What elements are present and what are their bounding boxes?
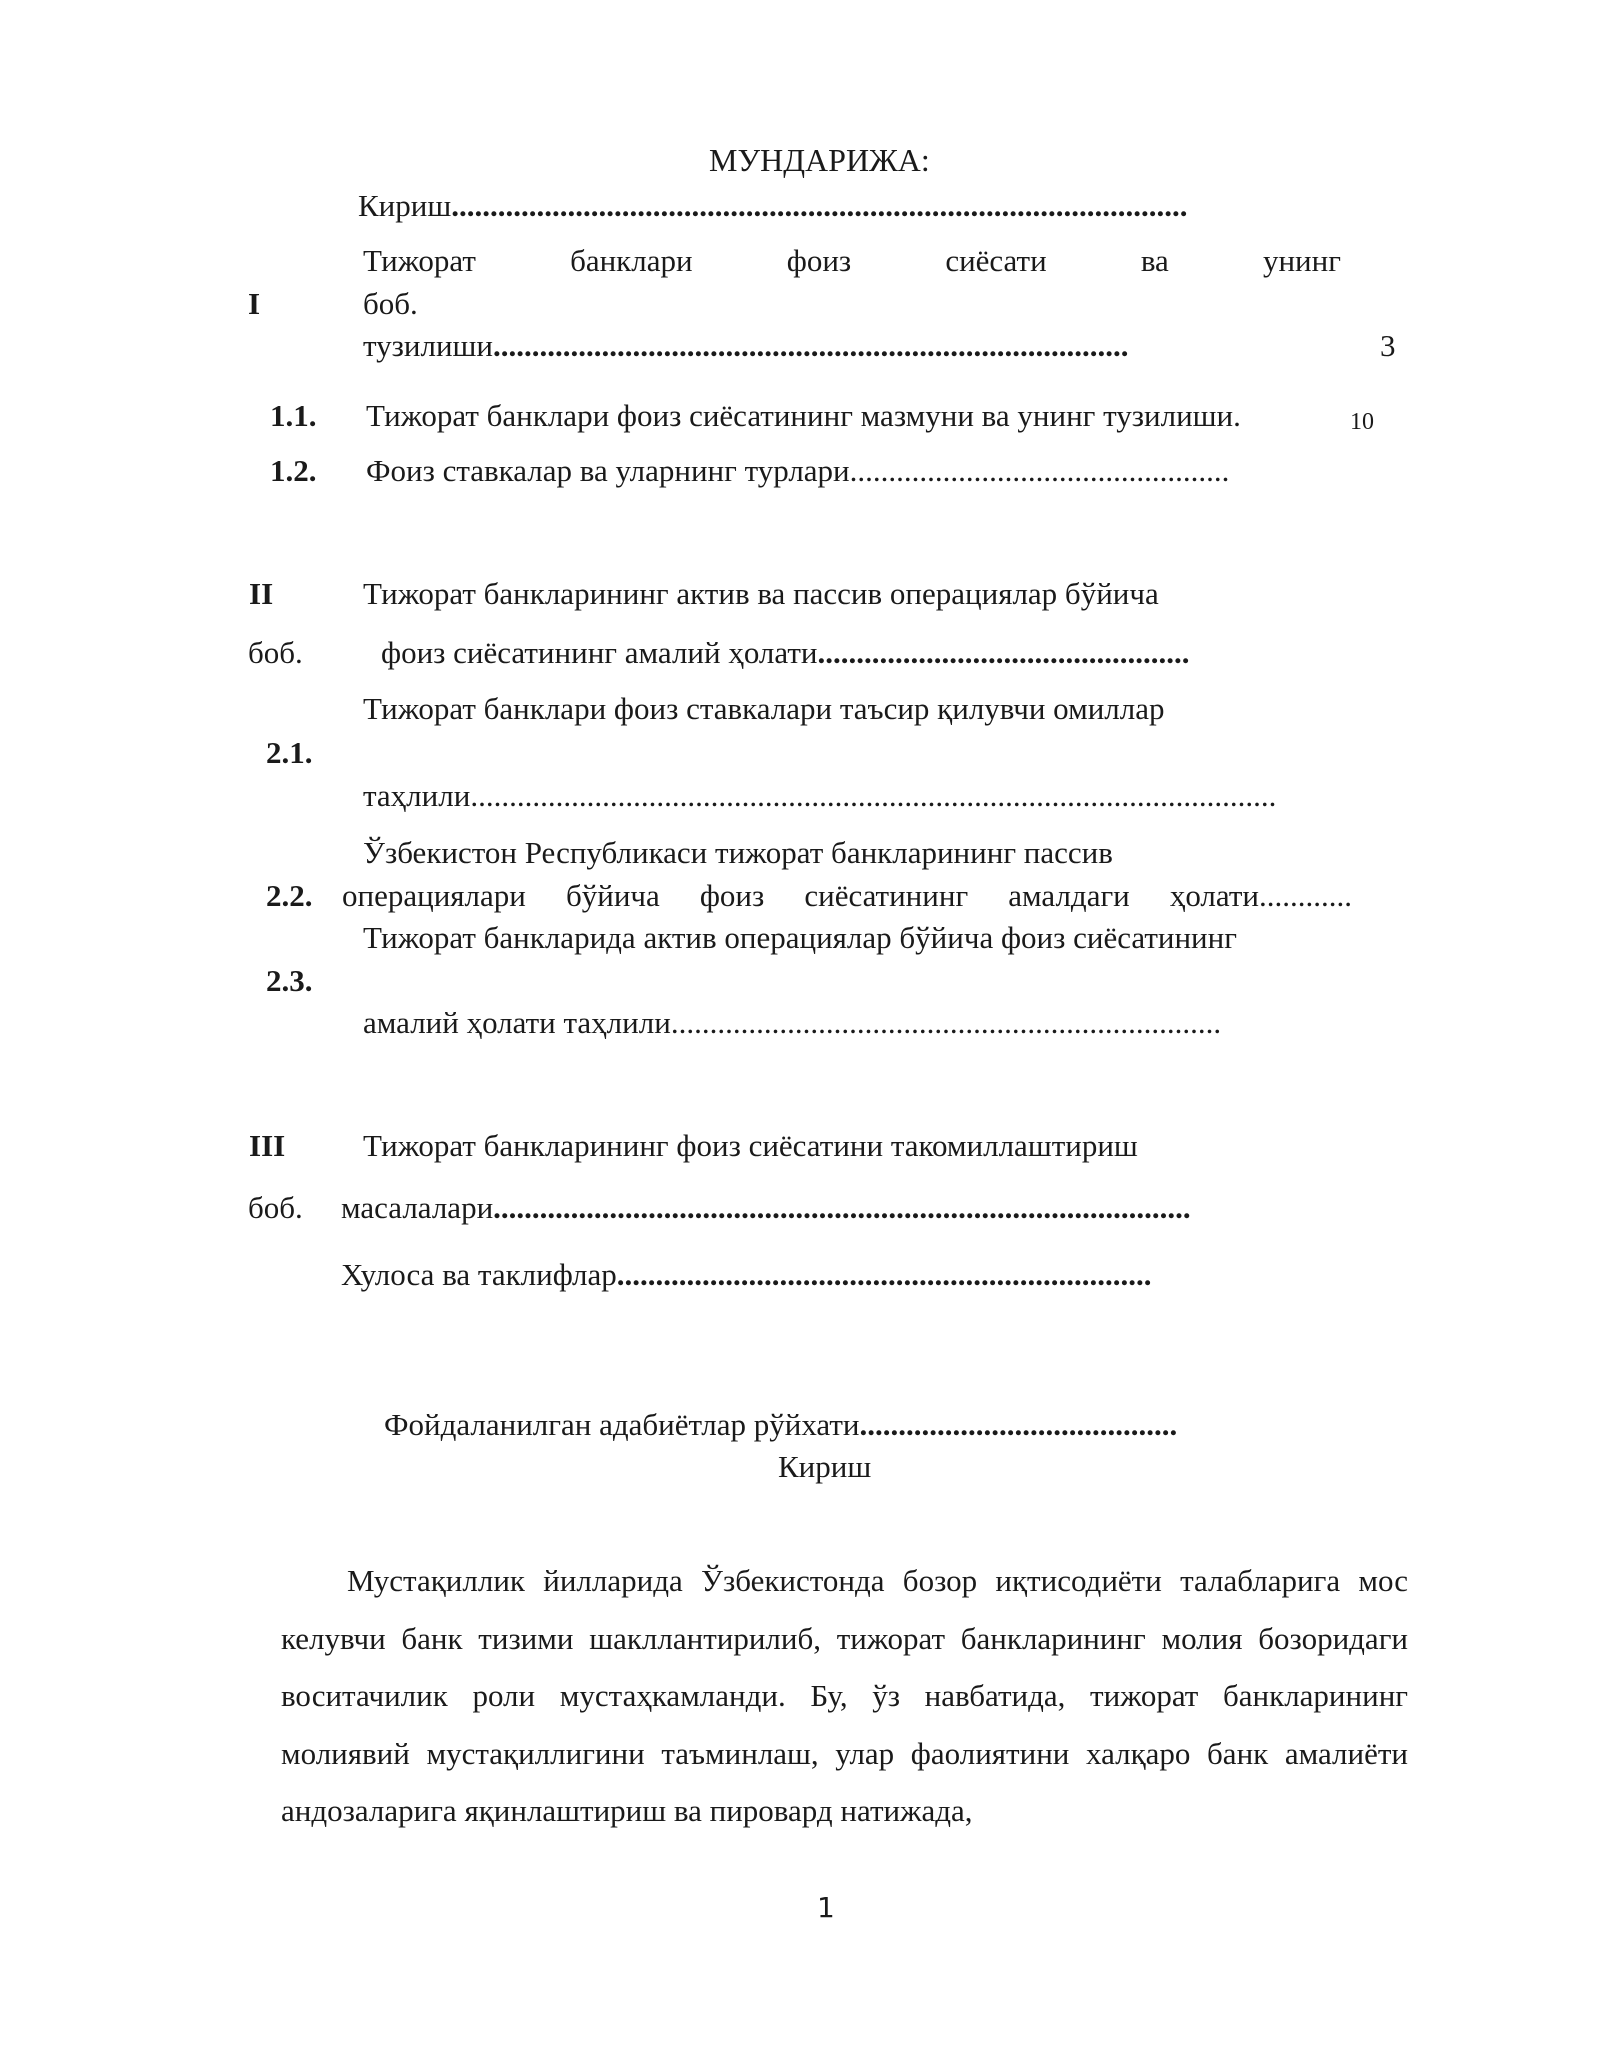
- toc-ch2-roman: II: [249, 576, 274, 611]
- toc-word: амалдаги: [1008, 878, 1130, 913]
- toc-ch1-bob: [363, 288, 418, 319]
- toc-ch1-roman: I: [248, 286, 261, 321]
- toc-s11-page: 10: [1350, 409, 1374, 435]
- toc-title: МУНДАРИЖА:: [709, 142, 930, 178]
- toc-leader-dots: ........................................................................................................: [470, 778, 1277, 813]
- toc-s23-line2[interactable]: [363, 1007, 1221, 1038]
- toc-s22-line2[interactable]: [342, 880, 1352, 911]
- toc-s12-entry[interactable]: [366, 455, 1229, 486]
- toc-leader-dots: .......................................................................: [670, 1005, 1222, 1040]
- toc-word: ҳолати............: [1169, 878, 1352, 913]
- toc-ch1-page: 3: [1380, 328, 1396, 363]
- toc-entry-label: тузилиши: [363, 328, 493, 363]
- toc-ch3-roman: III: [249, 1128, 286, 1163]
- toc-entry-label: Хулоса ва таклифлар: [341, 1257, 617, 1292]
- toc-word: фоиз: [786, 243, 852, 278]
- toc-leader-dots: ..........................................................................................: [493, 1190, 1191, 1225]
- toc-entry-intro[interactable]: [358, 190, 1316, 221]
- toc-word: унинг: [1262, 243, 1341, 278]
- toc-entry-label: Фоиз ставкалар ва уларнинг турлари: [366, 453, 850, 488]
- toc-ch2-line1[interactable]: Тижорат банкларининг актив ва пассив операциялар бўйича: [363, 576, 1159, 611]
- toc-entry-label: таҳлили: [363, 778, 471, 813]
- toc-ch3-line2[interactable]: [341, 1192, 1191, 1223]
- toc-ch2-bob: боб.: [248, 635, 303, 670]
- toc-s12-num: 1.2.: [270, 453, 317, 488]
- toc-leader-dots: .................................................: [849, 453, 1230, 488]
- toc-leader-dots: .........................................: [859, 1407, 1178, 1442]
- toc-ch1-line3[interactable]: [363, 330, 1129, 361]
- toc-leader-dots: ................................................: [817, 635, 1190, 670]
- toc-entry-references[interactable]: [384, 1409, 1177, 1440]
- section-heading: Кириш: [778, 1449, 872, 1484]
- toc-leader-dots: ..................................................................................: [493, 328, 1129, 363]
- toc-entry-label: амалий ҳолати таҳлили: [363, 1005, 671, 1040]
- body-paragraph: [281, 1552, 1408, 1840]
- page-number: 1: [817, 1891, 835, 1924]
- toc-word: фоиз: [699, 878, 765, 913]
- toc-entry-label: фоиз сиёсатининг амалий ҳолати: [381, 635, 818, 670]
- toc-entry-label: Кириш: [358, 188, 452, 223]
- toc-leader-dots: ...............................................................................................: [451, 188, 1188, 223]
- toc-leader-dots: .....................................................................: [616, 1257, 1152, 1292]
- toc-word: Тижорат: [363, 243, 476, 278]
- toc-entry-conclusion[interactable]: [341, 1259, 1152, 1290]
- toc-entry-label: Фойдаланилган адабиётлар рўйхати: [384, 1407, 860, 1442]
- toc-ch3-bob: боб.: [248, 1190, 303, 1225]
- toc-s21-line1[interactable]: Тижорат банклари фоиз ставкалари таъсир қилувчи омиллар: [363, 691, 1165, 726]
- toc-entry-label: масалалари: [341, 1190, 494, 1225]
- toc-ch1-line1[interactable]: [363, 245, 1341, 276]
- toc-word: бўйича: [565, 878, 660, 913]
- toc-word: сиёсатининг: [804, 878, 969, 913]
- toc-ch2-line2[interactable]: [381, 637, 1190, 668]
- toc-s22-line1[interactable]: Ўзбекистон Республикаси тижорат банкларининг пассив: [363, 835, 1113, 870]
- toc-word: операциялари: [342, 878, 526, 913]
- toc-s23-num: 2.3.: [266, 963, 313, 998]
- toc-word: ва: [1140, 243, 1169, 278]
- toc-s22-num: 2.2.: [266, 878, 313, 913]
- toc-s23-line1[interactable]: Тижорат банкларида актив операциялар бўйича фоиз сиёсатининг: [363, 920, 1237, 955]
- paragraph-text: Мустақиллик йилларида Ўзбекистонда бозор иқтисодиёти талабларига мос келувчи банк тизими шакллантирилиб, тижорат банкларининг молия бозоридаги воситачилик роли мустаҳкамланди. Бу, ўз навбатида, тижорат банкларининг молиявий мустақиллигини таъминлаш, улар фаолиятини халқаро банк амалиёти андозаларига яқинлаштириш ва пировард натижада,: [281, 1563, 1408, 1828]
- toc-s11-num: 1.1.: [270, 398, 317, 433]
- toc-ch3-line1[interactable]: Тижорат банкларининг фоиз сиёсатини такомиллаштириш: [363, 1128, 1138, 1163]
- toc-s21-num: 2.1.: [266, 735, 313, 770]
- toc-ch1-bob-text: боб.: [363, 286, 418, 321]
- toc-word: банклари: [570, 243, 693, 278]
- toc-s11-text[interactable]: Тижорат банклари фоиз сиёсатининг мазмуни ва унинг тузилиши.: [366, 398, 1241, 433]
- toc-s21-line2[interactable]: [363, 780, 1276, 811]
- toc-word: сиёсати: [945, 243, 1047, 278]
